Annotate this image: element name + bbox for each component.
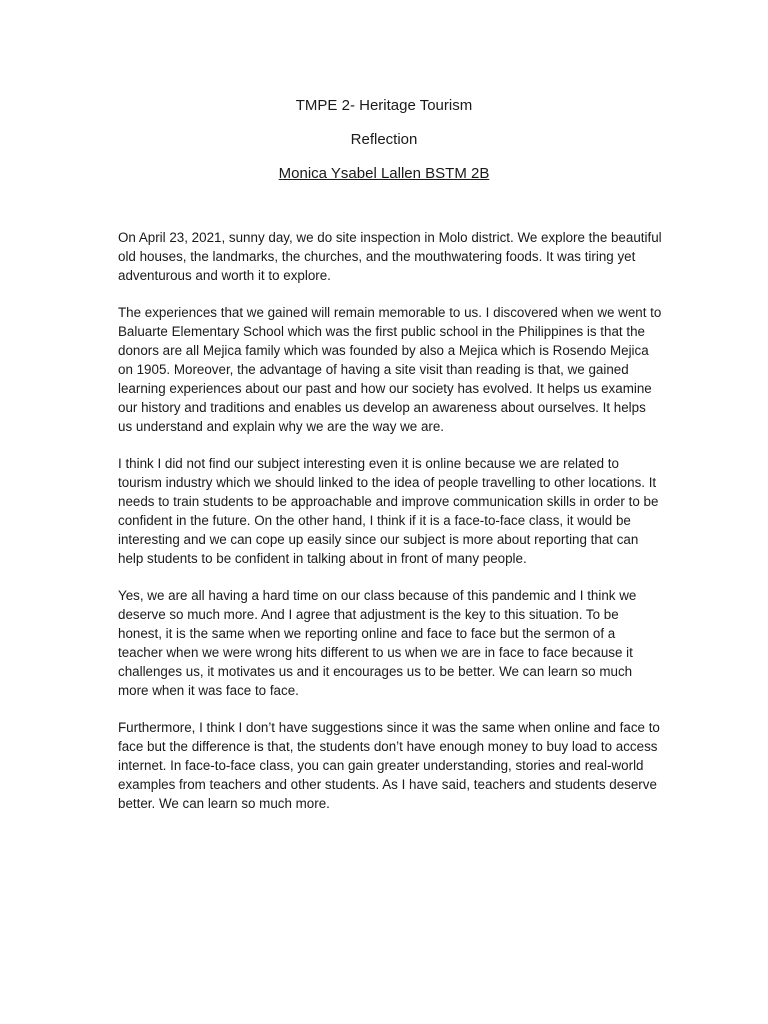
paragraph-pandemic: Yes, we are all having a hard time on our class because of this pandemic and I think we deserve so much more. And I agree that adjustment is the key to this situation. To be honest, it is the same when we reporting online and face to face but the sermon of a teacher when we were wrong hits different to us when we are in face to face because it challenges us, it motivates us and it encourages us to be better. We can learn so much more when it was face to face. [118, 588, 637, 698]
document-subtitle: Reflection [350, 131, 418, 148]
document-title: TMPE 2- Heritage Tourism [295, 97, 473, 114]
document-body [118, 228, 663, 831]
document-author: Monica Ysabel Lallen BSTM 2B [278, 165, 490, 182]
paragraph-experiences: The experiences that we gained will remain memorable to us. I discovered when we went to Baluarte Elementary School which was the first public school in the Philippines is that the donors are all Mejica family which was founded by also a Mejica which is Rosendo Mejica on 1905. Moreover, the advantage of having a site visit than reading is that, we gained learning experiences about our past and how our society has evolved. It helps us examine our history and traditions and enables us develop an awareness about ourselves. It helps us understand and explain why we are the way we are. [118, 305, 662, 434]
paragraph-site-inspection: On April 23, 2021, sunny day, we do site inspection in Molo district. We explore the beautiful old houses, the landmarks, the churches, and the mouthwatering foods. It was tiring yet adventurous and worth it to explore. [118, 230, 662, 283]
paragraph-subject-interest: I think I did not find our subject interesting even it is online because we are related to tourism industry which we should linked to the idea of people travelling to other locations. It needs to train students to be approachable and improve communication skills in order to be confident in the future. On the other hand, I think if it is a face-to-face class, it would be interesting and we can cope up easily since our subject is more about reporting that can help students to be confident in talking about in front of many people. [118, 456, 659, 566]
paragraph-suggestions: Furthermore, I think I don’t have suggestions since it was the same when online and face to face but the difference is that, the students don’t have enough money to buy load to access internet. In face-to-face class, you can gain greater understanding, stories and real-world examples from teachers and other students. As I have said, teachers and students deserve better. We can learn so much more. [118, 720, 660, 811]
document-header [0, 96, 768, 184]
